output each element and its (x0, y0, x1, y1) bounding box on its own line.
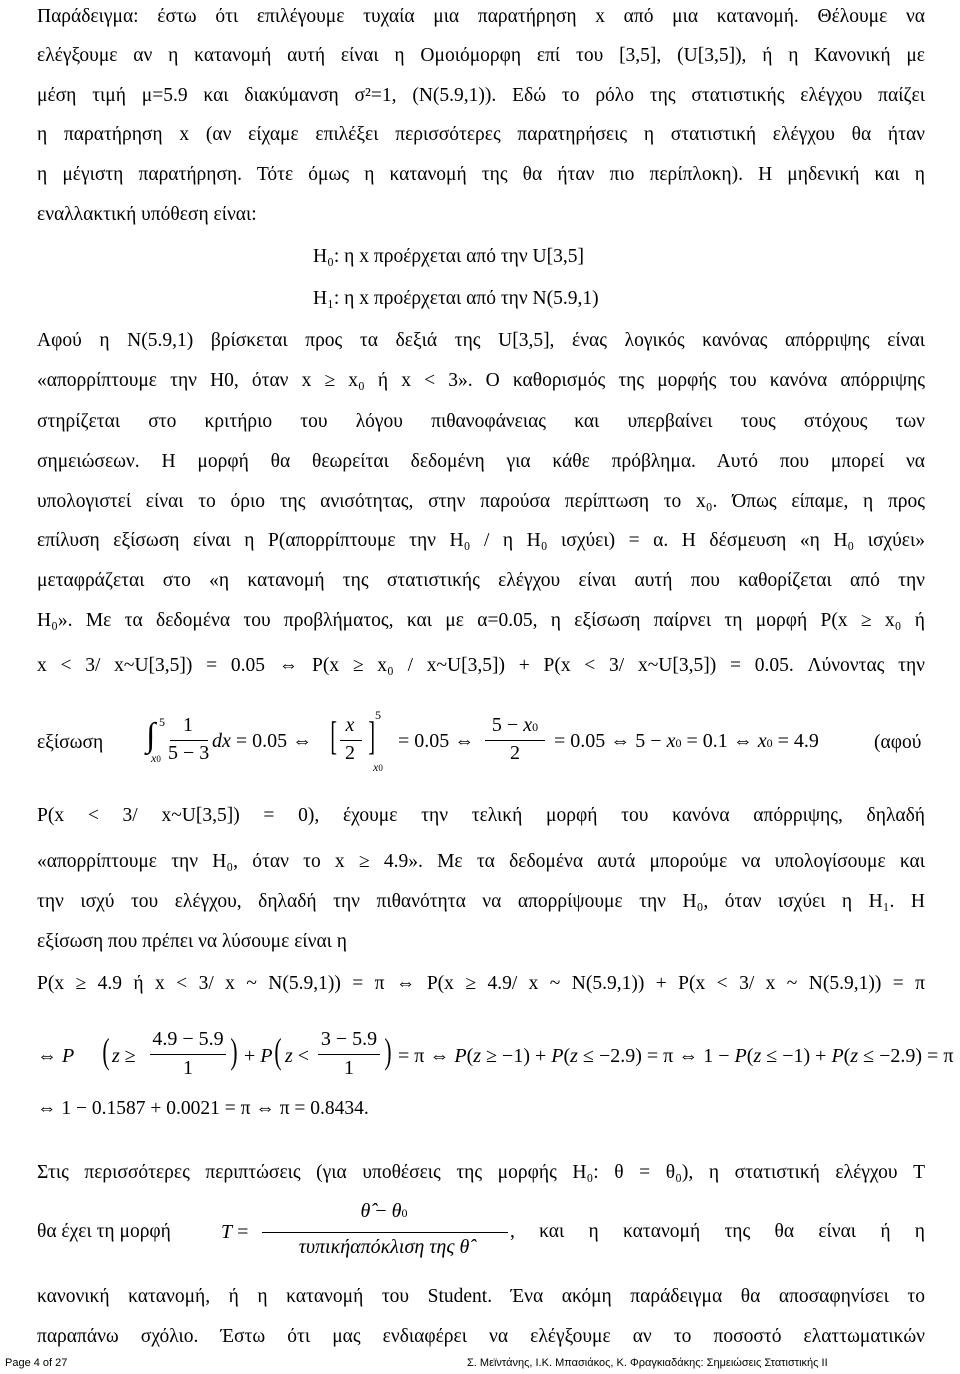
power-equation-line: P(x ≥ 4.9 ή x < 3/ x ~ N(5.9,1)) = π ⇔ P(x ≥ 4.9/ x ~ N(5.9,1)) + P(x < 3/ x ~ N(5.9,1)) = π (37, 973, 925, 994)
paragraph-line: Αφού η N(5.9,1) βρίσκεται προς τα δεξιά της U[3,5], ένας λογικός κανόνας απόρριψης είναι (37, 330, 925, 351)
paragraph-line: η παρατήρηση x (αν είχαμε επιλέξει περισσότερες παρατηρήσεις η στατιστική ελέγχου θα ήταν (37, 124, 925, 145)
paragraph-line: P(x < 3/ x~U[3,5]) = 0), έχουμε την τελική μορφή του κανόνα απόρριψης, δηλαδή (37, 805, 925, 826)
alternative-hypothesis: H₁: η x προέρχεται από την N(5.9,1) (313, 288, 599, 309)
paragraph-line: στηρίζεται στο κριτήριο του λόγου πιθανοφάνειας και υπερβαίνει τους στόχους των (37, 411, 925, 432)
paragraph-line: «απορρίπτουμε την H₀, όταν το x ≥ 4.9». Με τα δεδομένα αυτά μπορούμε να υπολογίσουμε και (37, 851, 925, 872)
paragraph-line: x < 3/ x~U[3,5]) = 0.05 ⇔ P(x ≥ x₀ / x~U[3,5]) + P(x < 3/ x~U[3,5]) = 0.05. Λύνοντας την (37, 655, 925, 676)
paragraph-line: κανονική κατανομή, ή η κατανομή του Student. Ένα ακόμη παράδειγμα θα αποσαφηνίσει το (37, 1286, 925, 1307)
paragraph-line: μεταφράζεται στο «η κατανομή της στατιστικής ελέγχου είναι αυτή που καθορίζεται από την (37, 570, 925, 591)
paragraph-line: Στις περισσότερες περιπτώσεις (για υποθέσεις της μορφής H₀: θ = θ₀), η στατιστική ελέγχου T (37, 1162, 925, 1183)
paragraph-line: θα έχει τη μορφή (37, 1221, 171, 1242)
paragraph-line: εξίσωση που πρέπει να λύσουμε είναι η (37, 931, 347, 952)
paragraph-line: σημειώσεων. Η μορφή θα θεωρείται δεδομένη για κάθε πρόβλημα. Αυτό που μπορεί να (37, 451, 925, 472)
paragraph-line: Παράδειγμα: έστω ότι επιλέγουμε τυχαία μια παρατήρηση x από μια κατανομή. Θέλουμε να (37, 6, 925, 27)
paragraph-line: η μέγιστη παρατήρηση. Τότε όμως η κατανομή της θα ήταν πιο περίπλοκη). Η μηδενική και η (37, 164, 925, 185)
paragraph-line-tail: , και η κατανομή της θα είναι ή η (510, 1221, 925, 1242)
paragraph-line: παραπάνω σχόλιο. Έστω ότι μας ενδιαφέρει να ελέγξουμε αν το ποσοστό ελαττωματικών (37, 1326, 925, 1347)
paragraph-line: μέση τιμή μ=5.9 και διακύμανση σ²=1, (N(5.9,1)). Εδώ το ρόλο της στατιστικής ελέγχου παίζει (37, 85, 925, 106)
null-hypothesis: H₀: η x προέρχεται από την U[3,5] (313, 246, 584, 267)
power-result-line: ⇔ 1 − 0.1587 + 0.0021 = π ⇔ π = 0.8434. (37, 1098, 369, 1119)
paragraph-line: ελέγξουμε αν η κατανομή αυτή είναι η Ομοιόμορφη επί του [3,5], (U[3,5]), ή η Κανονική με (37, 45, 925, 66)
paragraph-line: «απορρίπτουμε την H0, όταν x ≥ x₀ ή x < 3». Ο καθορισμός της μορφής του κανόνα απόρριψης (37, 370, 925, 391)
page-number: Page 4 of 27 (5, 1357, 68, 1369)
paragraph-line: επίλυση εξίσωση είναι η P(απορρίπτουμε την H₀ / η H₀ ισχύει) = α. Η δέσμευση «η H₀ ισχύει» (37, 530, 925, 551)
paragraph-line: H₀». Με τα δεδομένα του προβλήματος, και με α=0.05, η εξίσωση παίρνει τη μορφή P(x ≥ x₀ ή (37, 610, 925, 631)
paragraph-line: εναλλακτική υπόθεση είναι: (37, 204, 257, 225)
equation-lead-in: εξίσωση (37, 732, 104, 753)
document-page: Παράδειγμα: έστω ότι επιλέγουμε τυχαία μια παρατήρηση x από μια κατανομή. Θέλουμε να ελέγξουμε αν η κατανομή αυτή είναι η Ομοιόμορφη επί του [3,5], (U[3,5]), ή η Κανονική με μέση τιμή μ=5.9 και διακύμανση σ²=1, (N(5.9,1)). Εδώ το ρόλο της στατιστικής ελέγχου παίζει η παρατήρηση x (αν είχαμε επιλέξει περισσότερες παρατηρήσεις η στατιστική ελέγχου θα ήταν η μέγιστη παρατήρηση. Τότε όμως η κατανομή της θα ήταν πιο περίπλοκη). Η μηδενική και η εναλλακτική υπόθεση είναι: H₀: η x προέρχεται από την U[3,5] H₁: η x προέρχεται από την N(5.9,1) Αφού η N(5.9,1) βρίσκεται προς τα δεξιά της U[3,5], ένας λογικός κανόνας απόρριψης είναι «απορρίπτουμε την H0, όταν x ≥ x₀ ή x < 3». Ο καθορισμός της μορφής του κανόνα απόρριψης στηρίζεται στο κριτήριο του λόγου πιθανοφάνειας και υπερβαίνει τους στόχους των σημειώσεων. Η μορφή θα θεωρείται δεδομένη για κάθε πρόβλημα. Αυτό που μπορεί να υπολογιστεί είναι το όριο της ανισότητας, στην παρούσα περίπτωση το x₀. Όπως είπαμε, η προς επίλυση εξίσωση είναι η P(απορρίπτουμε την H₀ / η H₀ ισχύει) = α. Η δέσμευση «η H₀ ισχύει» μεταφράζεται στο «η κατανομή της στατιστικής ελέγχου είναι αυτή που καθορίζεται από την H₀». Με τα δεδομένα του προβλήματος, και με α=0.05, η εξίσωση παίρνει τη μορφή P(x ≥ x₀ ή x < 3/ x~U[3,5]) = 0.05 ⇔ P(x ≥ x₀ / x~U[3,5]) + P(x < 3/ x~U[3,5]) = 0.05. Λύνοντας την εξίσωση ∫ 5 x0 1 5 − 3 dx = 0.05 ⇔ [ x 2 ] 5 x0 = 0.05 ⇔ 5 − x0 2 = 0.05 ⇔ 5 − x0 = 0.1 ⇔ x0 = 4.9 (αφού P(x < 3/ x~U[3,5]) = 0), έχουμε την τελική μορφή του κανόνα απόρριψης, δηλαδή «απορρίπτουμε την H₀, όταν το x ≥ 4.9». Με τα δεδομένα αυτά μπορούμε να υπολογίσουμε και την ισχύ του ελέγχου, δηλαδή την πιθανότητα να απορρίψουμε την H₀, όταν ισχύει η H₁. Η εξίσωση που πρέπει να λύσουμε είναι η P(x ≥ 4.9 ή x < 3/ x ~ N(5.9,1)) = π ⇔ P(x ≥ 4.9/ x ~ N(5.9,1)) + P(x < 3/ x ~ N(5.9,1)) = π ⇔ P ( z ≥ 4.9 − 5.9 1 ) + P ( z < 3 − 5.9 1 ) = π ⇔ P(z ≥ −1) + P(z ≤ −2.9) = π ⇔ 1 − P(z ≤ −1) + P(z ≤ −2.9) = π ⇔ 1 − 0.1587 + 0.0021 = π ⇔ π = 0.8434. Στις περισσότερες περιπτώσεις (για υποθέσεις της μορφής H₀: θ = θ₀), η στατιστική ελέγχου T θα έχει τη μορφή T = θ̂ − θ0 τυπικήαπόκλιση της θ̂ , και η κατανομή της θα είναι ή η κανονική κατανομή, ή η κατανομή του Student. Ένα ακόμη παράδειγμα θα αποσαφηνίσει το παραπάνω σχόλιο. Έστω ότι μας ενδιαφέρει να ελέγξουμε αν το ποσοστό ελαττωματικών Page 4 of 27 Σ. Μεϊντάνης, Ι.Κ. Μπασιάκος, Κ. Φραγκιαδάκης: Σημειώσεις Στατιστικής ΙΙ (5, 6, 954, 1369)
paragraph-line: υπολογιστεί είναι το όριο της ανισότητας, στην παρούσα περίπτωση το x₀. Όπως είπαμε, η προς (37, 491, 925, 512)
paragraph-line: την ισχύ του ελέγχου, δηλαδή την πιθανότητα να απορρίψουμε την H₀, όταν ισχύει η H₁. Η (37, 891, 925, 912)
equation-trailing-text: (αφού (874, 732, 922, 753)
footer-authors: Σ. Μεϊντάνης, Ι.Κ. Μπασιάκος, Κ. Φραγκιαδάκης: Σημειώσεις Στατιστικής ΙΙ (467, 1357, 828, 1369)
